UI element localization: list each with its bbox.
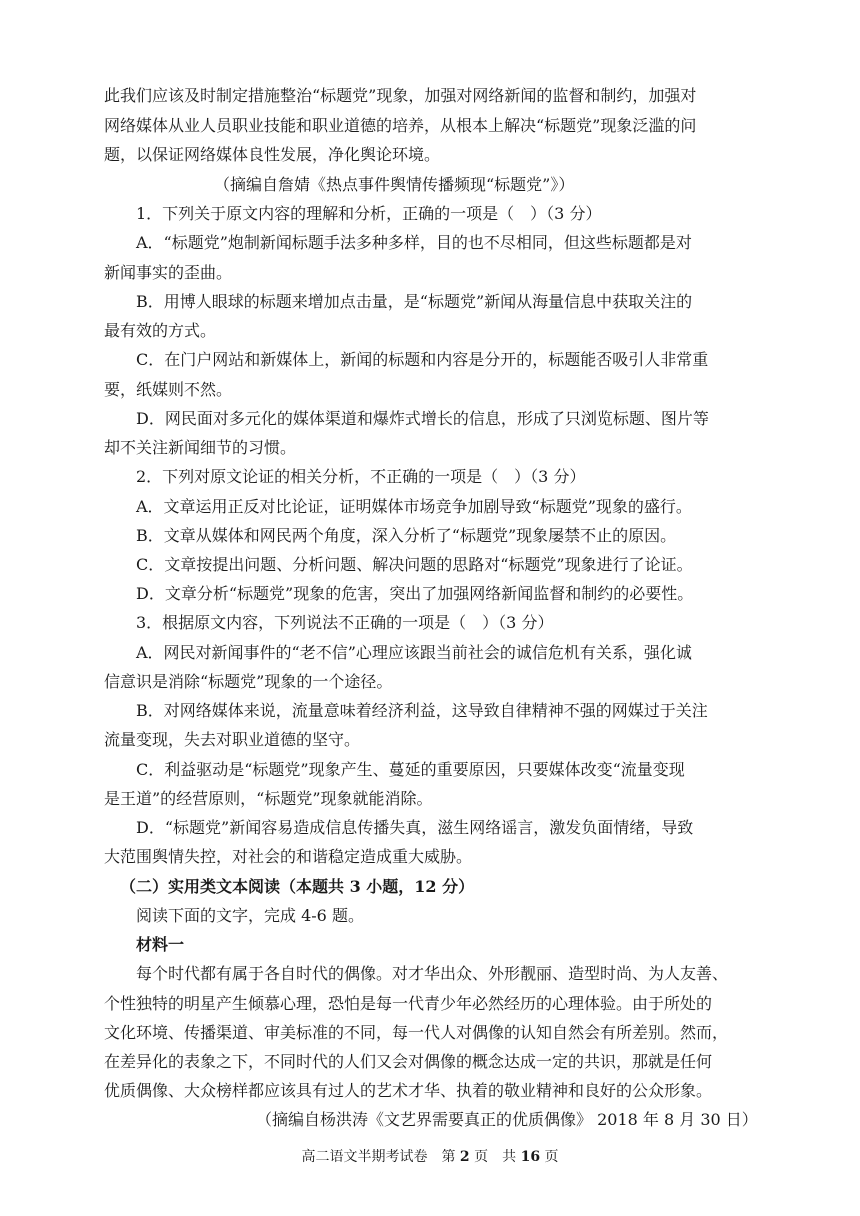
para-line: 网络媒体从业人员职业技能和职业道德的培养，从根本上解决“标题党”现象泛滥的问 <box>104 116 697 135</box>
question-2: 2．下列对原文论证的相关分析，不正确的一项是（ ）（3 分） <box>136 467 586 486</box>
question-1: 1．下列关于原文内容的理解和分析，正确的一项是（ ）（3 分） <box>136 204 602 223</box>
option-1b: B．用博人眼球的标题来增加点击量，是“标题党”新闻从海量信息中获取关注的 <box>136 292 693 311</box>
para-line: 题，以保证网络媒体良性发展，净化舆论环境。 <box>104 145 441 164</box>
source-citation: （摘编自詹婧《热点事件舆情传播频现“标题党”》） <box>214 175 575 194</box>
option-3c: C．利益驱动是“标题党”现象产生、蔓延的重要原因，只要媒体改变“流量变现 <box>136 760 685 779</box>
option-1d-cont: 却不关注新闻细节的习惯。 <box>104 438 297 457</box>
page-number: 2 <box>459 1149 470 1165</box>
footer-suffix: 页 <box>540 1149 559 1165</box>
option-1c-cont: 要，纸媒则不然。 <box>104 380 233 399</box>
option-1d: D．网民面对多元化的媒体渠道和爆炸式增长的信息，形成了只浏览标题、图片等 <box>136 409 709 428</box>
option-3a-cont: 信意识是消除“标题党”现象的一个途径。 <box>104 672 393 691</box>
para-line: 此我们应该及时制定措施整治“标题党”现象，加强对网络新闻的监督和制约，加强对 <box>104 86 697 105</box>
option-3b: B．对网络媒体来说，流量意味着经济利益，这导致自律精神不强的网媒过于关注 <box>136 701 708 720</box>
option-1b-cont: 最有效的方式。 <box>104 321 217 340</box>
material-line: 在差异化的表象之下，不同时代的人们又会对偶像的概念达成一定的共识，那就是任何 <box>104 1052 713 1071</box>
material-heading: 材料一 <box>136 935 185 954</box>
page-total: 16 <box>520 1149 541 1165</box>
question-3: 3．根据原文内容，下列说法不正确的一项是（ ）（3 分） <box>136 613 554 632</box>
source-citation: （摘编自杨洪涛《文艺界需要真正的优质偶像》 2018 年 8 月 30 日） <box>256 1110 758 1129</box>
footer-mid: 页 共 <box>469 1149 521 1165</box>
option-3d-cont: 大范围舆情失控，对社会的和谐稳定造成重大威胁。 <box>104 847 473 866</box>
option-2c: C．文章按提出问题、分析问题、解决问题的思路对“标题党”现象进行了论证。 <box>136 555 693 574</box>
page-footer <box>0 1146 860 1166</box>
material-line: 每个时代都有属于各自时代的偶像。对才华出众、外形靓丽、造型时尚、为人友善、 <box>136 964 729 983</box>
option-3a: A．网民对新闻事件的“老不信”心理应该跟当前社会的诚信危机有关系，强化诚 <box>136 643 692 662</box>
option-3b-cont: 流量变现，失去对职业道德的坚守。 <box>104 730 361 749</box>
option-1a-cont: 新闻事实的歪曲。 <box>104 263 233 282</box>
option-1a: A．“标题党”炮制新闻标题手法多种多样，目的也不尽相同，但这些标题都是对 <box>136 233 692 252</box>
option-3d: D．“标题党”新闻容易造成信息传播失真，滋生网络谣言，激发负面情绪，导致 <box>136 818 694 837</box>
option-2b: B．文章从媒体和网民两个角度，深入分析了“标题党”现象屡禁不止的原因。 <box>136 526 677 545</box>
option-1c: C．在门户网站和新媒体上，新闻的标题和内容是分开的，标题能否吸引人非常重 <box>136 350 709 369</box>
option-2a: A．文章运用正反对比论证，证明媒体市场竞争加剧导致“标题党”现象的盛行。 <box>136 497 692 516</box>
instruction: 阅读下面的文字，完成 4-6 题。 <box>136 906 364 925</box>
option-2d: D．文章分析“标题党”现象的危害，突出了加强网络新闻监督和制约的必要性。 <box>136 584 694 603</box>
footer-prefix: 高二语文半期考试卷 第 <box>301 1149 460 1165</box>
material-line: 优质偶像、大众榜样都应该具有过人的艺术才华、执着的敬业精神和良好的公众形象。 <box>104 1081 713 1100</box>
section-heading: （二）实用类文本阅读（本题共 3 小题，12 分） <box>120 877 475 896</box>
material-line: 文化环境、传播渠道、审美标准的不同，每一代人对偶像的认知自然会有所差别。然而， <box>104 1023 729 1042</box>
option-3c-cont: 是王道”的经营原则，“标题党”现象就能消除。 <box>104 789 433 808</box>
material-line: 个性独特的明星产生倾慕心理，恐怕是每一代青少年必然经历的心理体验。由于所处的 <box>104 994 713 1013</box>
